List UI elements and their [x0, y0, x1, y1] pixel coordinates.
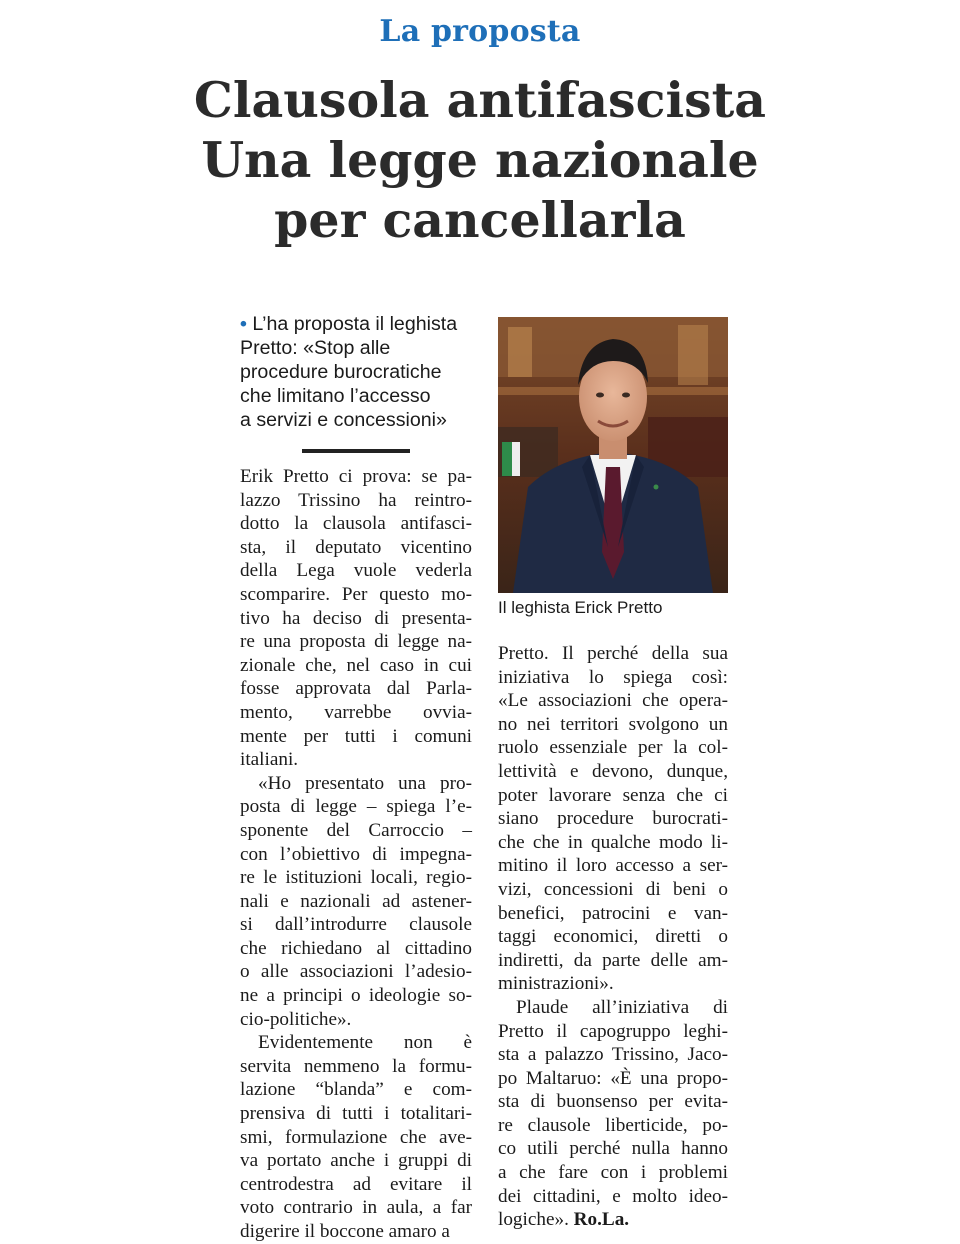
article-paragraph [498, 996, 728, 1232]
article-line: indiretti, da parte delle am- [498, 949, 728, 971]
headline-line-2: Una legge nazionale [201, 131, 759, 189]
article-line: fosse approvata dal Parla- [240, 678, 472, 700]
article-line: voto contrario in aula, a far [240, 1197, 472, 1219]
article-line: sta, il deputato vicentino [240, 536, 472, 558]
article-line: nali e nazionali ad astener- [240, 890, 472, 912]
article-line: prensiva di tutti i totalitari- [240, 1103, 472, 1125]
article-line: re una proposta di legge na- [240, 631, 472, 653]
photo-caption: Il leghista Erick Pretto [498, 598, 663, 617]
article-line: Erik Pretto ci prova: se pa- [240, 466, 472, 487]
headline-line-3: per cancellarla [274, 191, 686, 249]
article-line: sponente del Carroccio – [240, 819, 472, 841]
article-line: mente per tutti i comuni [240, 725, 472, 747]
article-line: lazione “blanda” e com- [240, 1079, 472, 1101]
summary-divider [302, 449, 410, 453]
article-line: sta a palazzo Trissino, Jaco- [498, 1044, 728, 1066]
article-line: zionale che, nel caso in cui [240, 654, 472, 676]
summary-line: L’ha proposta il leghista [252, 313, 458, 335]
section-kicker: La proposta [379, 14, 581, 49]
portrait-photo [498, 317, 728, 593]
article-line: cio-politiche». [240, 1008, 352, 1030]
article-line: posta di legge – spiega l’e- [240, 796, 472, 818]
article-line: dotto la clausola antifasci- [240, 513, 472, 535]
article-line: va portato anche i gruppi di [240, 1150, 472, 1172]
article-line: siano procedure burocrati- [498, 808, 728, 830]
article-line: ruolo essenziale per la col- [498, 737, 728, 759]
article-line: poter lavorare senza che ci [498, 784, 728, 806]
article-line: smi, formulazione che ave- [240, 1126, 472, 1148]
article-line: ne a principi o ideologie so- [240, 985, 472, 1007]
summary-line: che limitano l’accesso [240, 385, 431, 407]
article-line: taggi economici, diretti o [498, 926, 728, 948]
article-line: re le istituzioni locali, regio- [240, 867, 472, 889]
article-line: servita nemmeno la formu- [240, 1055, 472, 1077]
article-paragraph [240, 465, 472, 772]
article-line: Pretto. Il perché della sua [498, 643, 728, 664]
article-line: o alle associazioni l’adesio- [240, 961, 472, 983]
article-line: «Ho presentato una pro- [258, 772, 472, 794]
article-line: lettività e devono, dunque, [498, 760, 728, 782]
article-line: tivo ha deciso di presenta- [240, 607, 472, 629]
summary-bullet-icon: • [240, 313, 247, 335]
article-line: italiani. [240, 749, 299, 771]
article-column-2 [498, 642, 728, 1232]
author-signature: Ro.La. [568, 1209, 630, 1231]
article-line: no nei territori svolgono un [498, 713, 728, 735]
article-line: benefici, patrocini e van- [498, 902, 728, 924]
article-line: Plaude all’iniziativa di [516, 996, 728, 1018]
article-line: che che in qualche modo li- [498, 831, 728, 853]
portrait-illustration [498, 317, 728, 593]
summary-box [240, 312, 480, 432]
article-column-1 [240, 465, 472, 1244]
article-line: «Le associazioni che opera- [498, 690, 728, 712]
article-line: a che fare con i problemi [498, 1162, 728, 1184]
article-line: che richiedano al cittadino [240, 937, 472, 959]
article-paragraph [240, 772, 472, 1032]
article-paragraph [240, 1031, 472, 1243]
article-line: re clausole liberticide, po- [498, 1114, 728, 1136]
article-line: lazzo Trissino ha reintro- [240, 489, 472, 511]
article-line: della Lega vuole vederla [240, 560, 472, 582]
article-line: centrodestra ad evitare il [240, 1173, 472, 1195]
summary-line: procedure burocratiche [240, 361, 442, 383]
article-line: si dall’introdurre clausole [240, 914, 472, 936]
article-line: con l’obiettivo di impegna- [240, 843, 472, 865]
article-line: logiche». Ro.La. [498, 1209, 630, 1231]
summary-line: Pretto: «Stop alle [240, 337, 391, 359]
article-line: mento, varrebbe ovvia- [240, 701, 472, 723]
article-line: mitino il loro accesso a ser- [498, 855, 728, 877]
summary-line: a servizi e concessioni» [240, 409, 447, 431]
article-line: ministrazioni». [498, 973, 614, 995]
article-line: co utili perché nulla hanno [498, 1138, 728, 1160]
article-line: digerire il boccone amaro a [240, 1221, 450, 1242]
article-line: vizi, concessioni di beni o [498, 878, 728, 900]
article-line: Pretto il capogruppo leghi- [498, 1020, 728, 1042]
headline [0, 70, 960, 250]
article-line: po Maltaruo: «È una propo- [498, 1067, 728, 1089]
article-line: Evidentemente non è [258, 1032, 472, 1054]
article-line: dei cittadini, e molto ideo- [498, 1185, 728, 1207]
article-line: scomparire. Per questo mo- [240, 583, 472, 605]
article-paragraph [498, 642, 728, 996]
article-line: iniziativa lo spiega così: [498, 666, 728, 688]
article-line: sta di buonsenso per evita- [498, 1091, 728, 1113]
headline-line-1: Clausola antifascista [193, 71, 767, 129]
